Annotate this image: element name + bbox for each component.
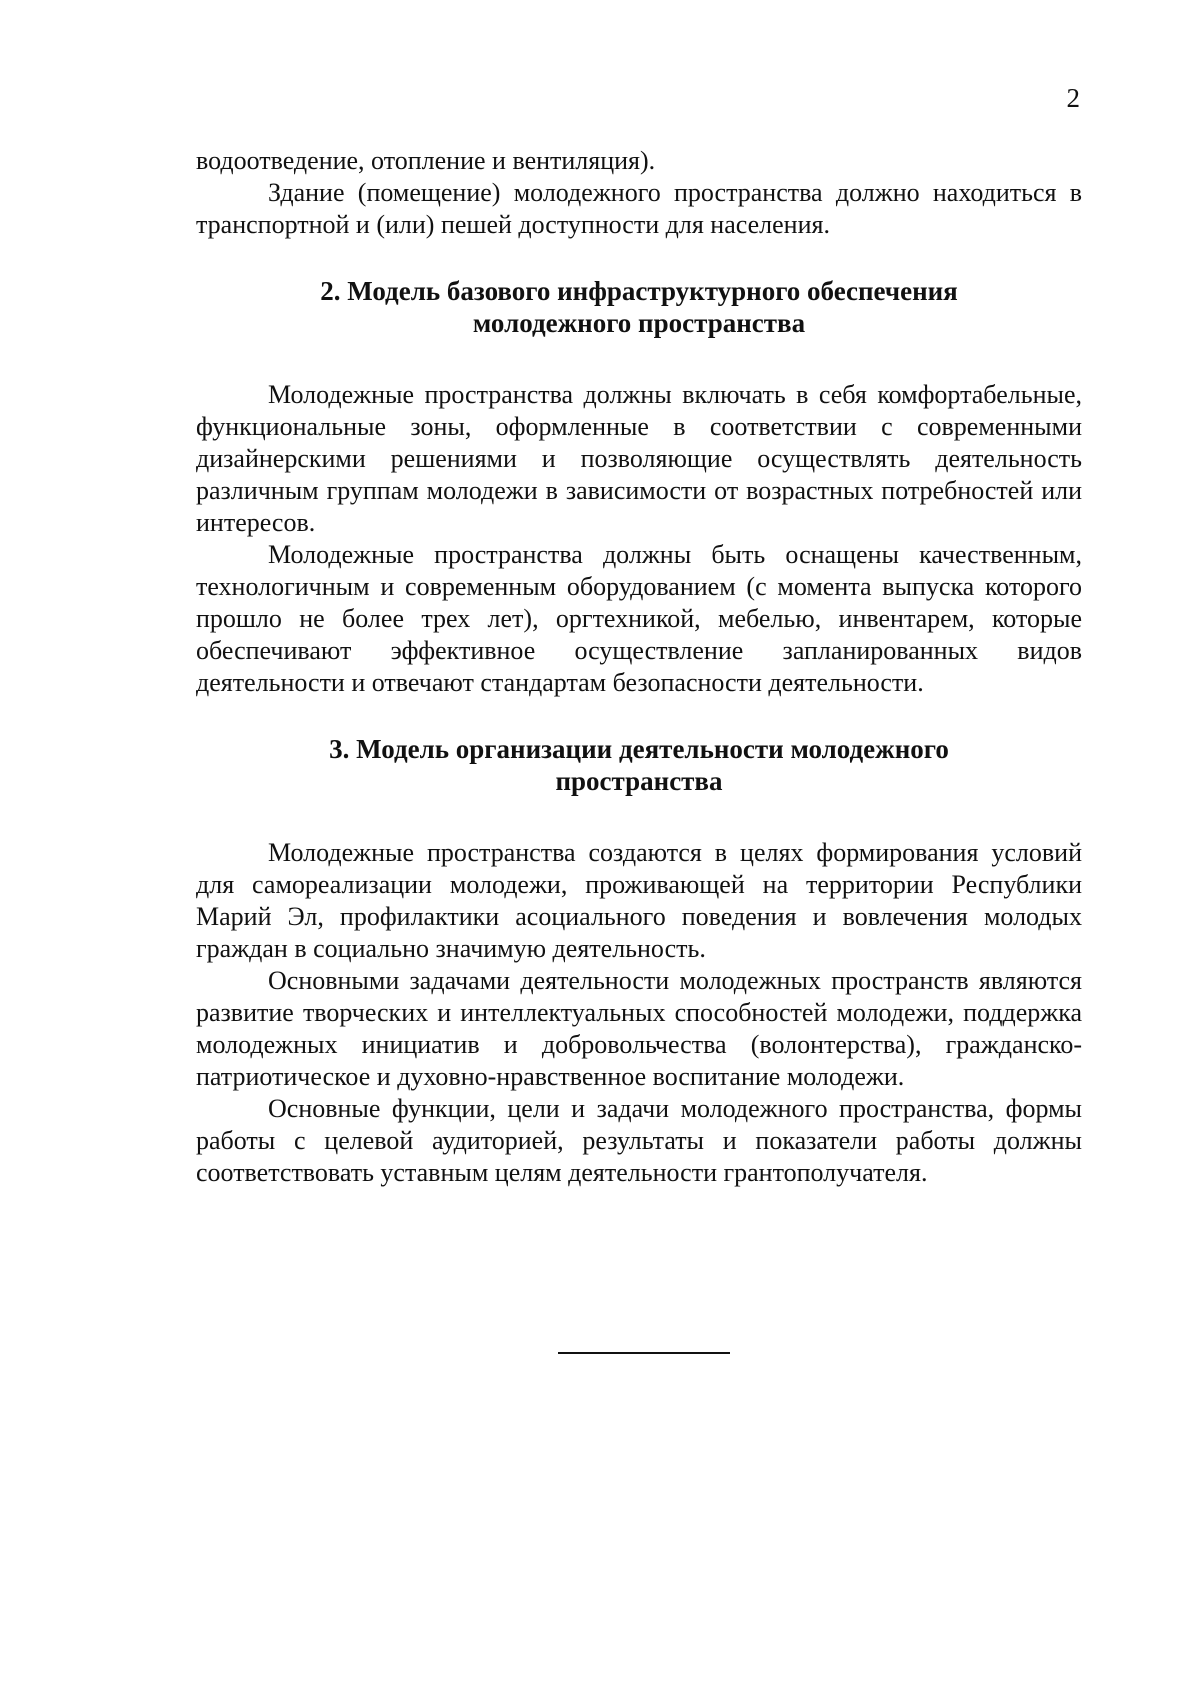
spacer [196,699,1082,733]
intro-paragraph-building: Здание (помещение) молодежного пространства должно находиться в транспортной и (или) пешей доступности для населения. [196,178,1082,239]
section-3-paragraph-3: Основные функции, цели и задачи молодежного пространства, формы работы с целевой аудиторией, результаты и показатели работы должны соответствовать уставным целям деятельности грантополучателя. [196,1094,1082,1187]
section-2-paragraph-1: Молодежные пространства должны включать в себя комфортабельные, функциональные зоны, оформленные в соответствии с современными дизайнерскими решениями и позволяющие осуществлять деятельность различным группам молодежи в зависимости от возрастных потребностей или интересов. [196,380,1082,537]
document-body [196,145,1082,1189]
spacer [196,241,1082,275]
page-number: 2 [1066,83,1080,113]
section-3-heading [196,733,1082,797]
section-2-heading-line-1: 2. Модель базового инфраструктурного обеспечения [320,276,958,306]
section-3-paragraph-1: Молодежные пространства создаются в целях формирования условий для самореализации молодежи, проживающей на территории Республики Марий Эл, профилактики асоциального поведения и вовлечения молодых граждан в социально значимую деятельность. [196,838,1082,963]
section-2-paragraph-2: Молодежные пространства должны быть оснащены качественным, технологичным и современным оборудованием (с момента выпуска которого прошло не более трех лет), оргтехникой, мебелью, инвентарем, которые обеспечивают эффективное осуществление запланированных видов деятельности и отвечают стандартам безопасности деятельности. [196,540,1082,697]
spacer [196,339,1082,379]
section-2-heading-line-2: молодежного пространства [472,308,806,338]
section-3-paragraph-2: Основными задачами деятельности молодежных пространств являются развитие творческих и интеллектуальных способностей молодежи, поддержка молодежных инициатив и добровольчества (волонтерства), гражданско-патриотическое и духовно-нравственное воспитание молодежи. [196,966,1082,1091]
section-3-heading-line-1: 3. Модель организации деятельности молодежного [329,734,949,764]
section-3-heading-line-2: пространства [555,766,723,796]
spacer [196,797,1082,837]
section-2-heading [196,275,1082,339]
intro-paragraph-continuation: водоотведение, отопление и вентиляция). [196,146,656,175]
end-of-document-rule [558,1352,730,1354]
